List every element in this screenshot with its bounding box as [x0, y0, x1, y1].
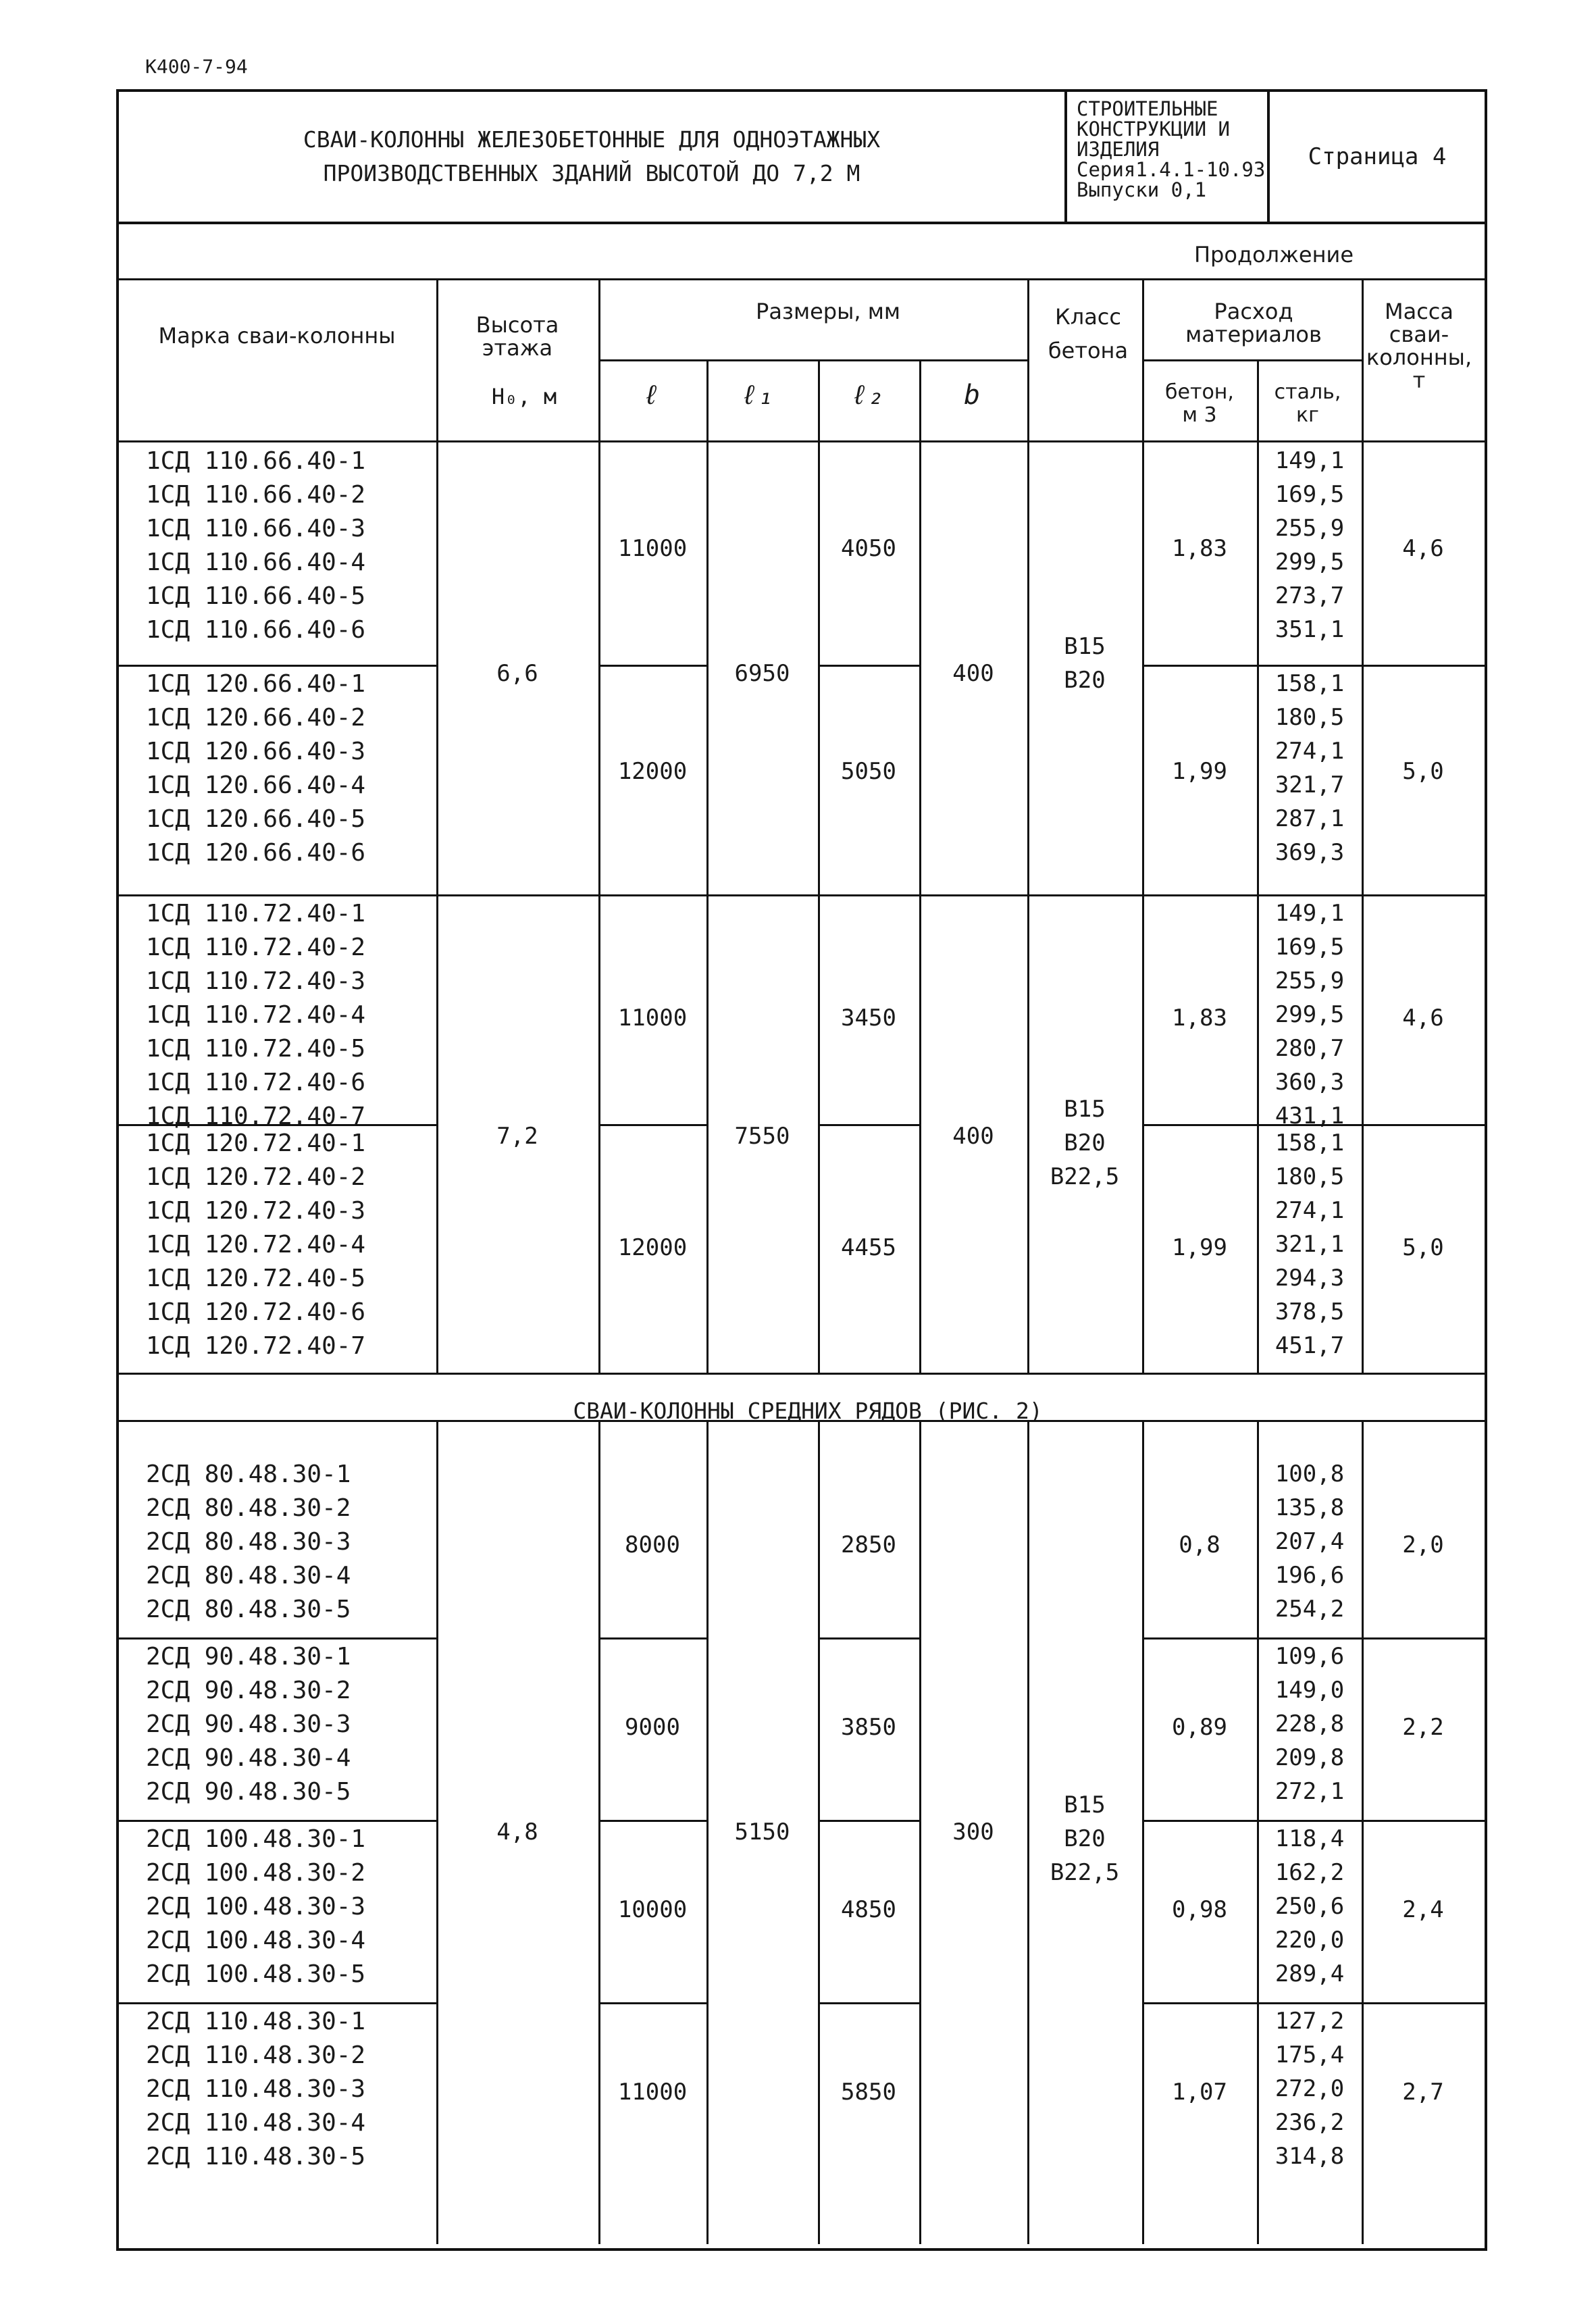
- l1-cell: 6950: [734, 660, 790, 687]
- l-cell: 12000: [617, 758, 688, 785]
- group-line: [598, 2002, 706, 2004]
- grid-line: [598, 1420, 600, 2244]
- group-line: [598, 665, 706, 667]
- steel-cell: 378,5: [1275, 1298, 1345, 1325]
- mark-cell: 1СД 120.66.40-5: [146, 805, 366, 833]
- concrete-cell: 1,99: [1172, 758, 1227, 785]
- section-2-top-line: [119, 1420, 1485, 1422]
- concrete-cell: 1,83: [1172, 535, 1227, 562]
- steel-cell: 289,4: [1275, 1960, 1345, 1987]
- l-cell: 9000: [625, 1714, 680, 1741]
- l-cell: 11000: [617, 2079, 688, 2106]
- document-title: [119, 92, 1064, 222]
- group-line: [119, 1124, 436, 1126]
- l2-cell: 5050: [841, 758, 896, 785]
- mark-cell: 2СД 110.48.30-1: [146, 2008, 366, 2035]
- grid-line: [706, 1420, 709, 2244]
- mark-cell: 1СД 120.72.40-4: [146, 1231, 366, 1259]
- header-l: ℓ: [642, 380, 660, 411]
- concrete-class-cell: В22,5: [1050, 1163, 1120, 1190]
- steel-cell: 287,1: [1275, 805, 1345, 832]
- floor-height-cell: 7,2: [496, 1123, 538, 1150]
- mark-cell: 1СД 110.72.40-2: [146, 934, 366, 961]
- document-id: К400-7-94: [145, 55, 248, 78]
- mark-cell: 2СД 90.48.30-3: [146, 1710, 351, 1738]
- concrete-cell: 0,8: [1179, 1531, 1220, 1558]
- mark-cell: 2СД 100.48.30-3: [146, 1893, 366, 1921]
- mark-cell: 1СД 110.72.40-5: [146, 1035, 366, 1063]
- group-line: [818, 665, 919, 667]
- mark-cell: 1СД 120.72.40-6: [146, 1298, 366, 1326]
- grid-line: [1257, 440, 1259, 1373]
- steel-cell: 294,3: [1275, 1265, 1345, 1292]
- steel-cell: 158,1: [1275, 1129, 1345, 1156]
- group-line: [119, 2002, 436, 2004]
- floor-height-cell: 4,8: [496, 1819, 538, 1846]
- steel-cell: 321,1: [1275, 1231, 1345, 1258]
- mark-cell: 2СД 90.48.30-1: [146, 1643, 351, 1671]
- steel-cell: 158,1: [1275, 670, 1345, 697]
- steel-cell: 272,0: [1275, 2075, 1345, 2102]
- l2-cell: 3450: [841, 1005, 896, 1032]
- series-line: КОНСТРУКЦИИ И: [1077, 118, 1230, 141]
- grid-line: [436, 1420, 438, 2244]
- steel-cell: 236,2: [1275, 2109, 1345, 2136]
- concrete-class-cell: В22,5: [1050, 1859, 1120, 1886]
- mark-cell: 1СД 120.72.40-5: [146, 1265, 366, 1292]
- header-top-line: [119, 278, 1485, 280]
- grid-line: [1257, 1420, 1259, 2244]
- steel-cell: 169,5: [1275, 934, 1345, 961]
- steel-cell: 127,2: [1275, 2008, 1345, 2035]
- group-line: [818, 1820, 919, 1822]
- header-floor-height-symbol: Н₀, м: [491, 384, 557, 409]
- mark-cell: 1СД 110.72.40-6: [146, 1069, 366, 1096]
- grid-line: [1027, 440, 1029, 1373]
- group-line: [1142, 1820, 1485, 1822]
- mark-cell: 1СД 110.66.40-4: [146, 549, 366, 576]
- mark-cell: 1СД 120.66.40-2: [146, 704, 366, 732]
- grid-line: [1027, 1420, 1029, 2244]
- concrete-cell: 1,99: [1172, 1234, 1227, 1261]
- b-cell: 300: [952, 1819, 994, 1846]
- data-table: [116, 224, 1487, 2251]
- mass-cell: 2,7: [1402, 2079, 1444, 2106]
- l-cell: 10000: [617, 1896, 688, 1923]
- steel-cell: 321,7: [1275, 771, 1345, 798]
- steel-cell: 135,8: [1275, 1494, 1345, 1521]
- steel-cell: 109,6: [1275, 1643, 1345, 1670]
- mass-cell: 2,2: [1402, 1714, 1444, 1741]
- steel-cell: 280,7: [1275, 1035, 1345, 1062]
- steel-cell: 169,5: [1275, 481, 1345, 508]
- mark-cell: 1СД 110.72.40-4: [146, 1001, 366, 1029]
- concrete-cell: 1,07: [1172, 2079, 1227, 2106]
- series-line: Выпуски 0,1: [1077, 178, 1207, 201]
- concrete-class-cell: В20: [1064, 667, 1106, 694]
- steel-cell: 149,0: [1275, 1677, 1345, 1704]
- mark-cell: 2СД 90.48.30-4: [146, 1744, 351, 1772]
- group-line: [1142, 2002, 1485, 2004]
- group-line: [818, 2002, 919, 2004]
- header-b: b: [963, 380, 981, 411]
- mark-cell: 1СД 110.66.40-1: [146, 447, 366, 475]
- mark-cell: 1СД 120.72.40-2: [146, 1163, 366, 1191]
- header-dimensions: Размеры, мм: [756, 299, 900, 324]
- series-line: ИЗДЕЛИЯ: [1077, 138, 1160, 161]
- l2-cell: 4050: [841, 535, 896, 562]
- grid-line: [1142, 440, 1144, 1373]
- mark-cell: 2СД 90.48.30-5: [146, 1778, 351, 1806]
- header-l2: ℓ₂: [850, 380, 884, 411]
- group-line: [119, 1820, 436, 1822]
- grid-line: [818, 440, 820, 1373]
- mark-cell: 1СД 120.72.40-7: [146, 1332, 366, 1360]
- continuation-label: Продолжение: [1193, 242, 1354, 268]
- steel-cell: 228,8: [1275, 1710, 1345, 1737]
- steel-cell: 254,2: [1275, 1596, 1345, 1623]
- group-line: [818, 1637, 919, 1640]
- steel-cell: 360,3: [1275, 1069, 1345, 1096]
- mass-cell: 4,6: [1402, 535, 1444, 562]
- header-concrete-class: Класс бетона: [1048, 304, 1129, 363]
- grid-line: [919, 1420, 921, 2244]
- b-cell: 400: [952, 1123, 994, 1150]
- header-mass: Масса сваи-колонны, т: [1366, 299, 1472, 393]
- group-line: [598, 1124, 706, 1126]
- series-line: Серия1.4.1-10.93: [1077, 158, 1266, 181]
- steel-cell: 175,4: [1275, 2041, 1345, 2068]
- steel-cell: 299,5: [1275, 1001, 1345, 1028]
- grid-line: [1142, 278, 1144, 440]
- mark-cell: 2СД 80.48.30-5: [146, 1596, 351, 1623]
- mass-cell: 4,6: [1402, 1005, 1444, 1032]
- header-materials: Расход материалов: [1185, 299, 1322, 347]
- concrete-class-cell: В15: [1064, 1791, 1106, 1819]
- header-bottom-line: [119, 440, 1485, 442]
- title-block: [116, 89, 1487, 224]
- concrete-class-cell: В15: [1064, 1096, 1106, 1123]
- grid-line: [598, 440, 600, 1373]
- mark-cell: 2СД 100.48.30-4: [146, 1927, 366, 1954]
- steel-cell: 118,4: [1275, 1825, 1345, 1852]
- floor-height-cell: 6,6: [496, 660, 538, 687]
- steel-cell: 100,8: [1275, 1460, 1345, 1488]
- mark-cell: 1СД 110.66.40-3: [146, 515, 366, 542]
- section-2-title: СВАИ-КОЛОННЫ СРЕДНИХ РЯДОВ (РИС. 2): [573, 1398, 1043, 1424]
- mark-cell: 2СД 100.48.30-5: [146, 1960, 366, 1988]
- l-cell: 8000: [625, 1531, 680, 1558]
- l1-cell: 7550: [734, 1123, 790, 1150]
- mark-cell: 1СД 110.66.40-2: [146, 481, 366, 509]
- steel-cell: 255,9: [1275, 515, 1345, 542]
- mark-cell: 2СД 80.48.30-4: [146, 1562, 351, 1590]
- grid-line: [1362, 440, 1364, 1373]
- mark-cell: 1СД 110.72.40-3: [146, 967, 366, 995]
- concrete-cell: 0,89: [1172, 1714, 1227, 1741]
- steel-cell: 274,1: [1275, 1197, 1345, 1224]
- group-line: [1142, 665, 1485, 667]
- grid-line: [818, 1420, 820, 2244]
- steel-cell: 250,6: [1275, 1893, 1345, 1920]
- grid-line: [436, 278, 438, 440]
- group-line: [818, 1124, 919, 1126]
- b-cell: 400: [952, 660, 994, 687]
- l2-cell: 4850: [841, 1896, 896, 1923]
- grid-line: [919, 359, 921, 440]
- steel-cell: 299,5: [1275, 549, 1345, 576]
- grid-line: [706, 440, 709, 1373]
- steel-cell: 274,1: [1275, 738, 1345, 765]
- mark-cell: 1СД 110.66.40-5: [146, 582, 366, 610]
- mark-cell: 1СД 110.66.40-6: [146, 616, 366, 644]
- l1-cell: 5150: [734, 1819, 790, 1846]
- steel-cell: 209,8: [1275, 1744, 1345, 1771]
- mark-cell: 1СД 110.72.40-1: [146, 900, 366, 927]
- steel-cell: 220,0: [1275, 1927, 1345, 1954]
- l-cell: 11000: [617, 535, 688, 562]
- mark-cell: 1СД 120.66.40-3: [146, 738, 366, 765]
- header-l1: ℓ₁: [740, 380, 774, 411]
- steel-cell: 255,9: [1275, 967, 1345, 994]
- group-line: [1142, 1124, 1485, 1126]
- steel-cell: 369,3: [1275, 839, 1345, 866]
- mass-cell: 2,4: [1402, 1896, 1444, 1923]
- steel-cell: 207,4: [1275, 1528, 1345, 1555]
- steel-cell: 196,6: [1275, 1562, 1345, 1589]
- mass-cell: 2,0: [1402, 1531, 1444, 1558]
- steel-cell: 272,1: [1275, 1778, 1345, 1805]
- mark-cell: 2СД 110.48.30-4: [146, 2109, 366, 2137]
- mark-cell: 2СД 110.48.30-5: [146, 2143, 366, 2170]
- steel-cell: 180,5: [1275, 704, 1345, 731]
- concrete-class-cell: В20: [1064, 1825, 1106, 1852]
- grid-line: [1142, 1420, 1144, 2244]
- header-materials-line: [1142, 359, 1362, 361]
- concrete-class-cell: В20: [1064, 1129, 1106, 1156]
- steel-cell: 351,1: [1275, 616, 1345, 643]
- mark-cell: 2СД 110.48.30-2: [146, 2041, 366, 2069]
- group-line: [598, 1820, 706, 1822]
- series-info: [1064, 92, 1267, 222]
- steel-cell: 451,7: [1275, 1332, 1345, 1359]
- page-number: Страница 4: [1267, 92, 1485, 222]
- mark-cell: 2СД 80.48.30-3: [146, 1528, 351, 1556]
- grid-line: [436, 440, 438, 1373]
- steel-cell: 162,2: [1275, 1859, 1345, 1886]
- grid-line: [1362, 278, 1364, 440]
- mark-cell: 2СД 80.48.30-1: [146, 1460, 351, 1488]
- grid-line: [598, 278, 600, 440]
- mark-cell: 2СД 80.48.30-2: [146, 1494, 351, 1522]
- grid-line: [1257, 359, 1259, 440]
- group-line: [598, 1637, 706, 1640]
- group-line: [119, 1637, 436, 1640]
- mark-cell: 1СД 120.66.40-4: [146, 771, 366, 799]
- block-line: [119, 894, 1485, 896]
- concrete-class-cell: В15: [1064, 633, 1106, 660]
- l2-cell: 3850: [841, 1714, 896, 1741]
- mark-cell: 1СД 120.72.40-3: [146, 1197, 366, 1225]
- l2-cell: 5850: [841, 2079, 896, 2106]
- header-floor-height: Высота этажа: [475, 312, 559, 361]
- section-1-bottom-line: [119, 1373, 1485, 1375]
- concrete-cell: 1,83: [1172, 1005, 1227, 1032]
- l2-cell: 2850: [841, 1531, 896, 1558]
- grid-line: [818, 359, 820, 440]
- mass-cell: 5,0: [1402, 1234, 1444, 1261]
- header-dims-line: [598, 359, 1027, 361]
- steel-cell: 149,1: [1275, 900, 1345, 927]
- grid-line: [919, 440, 921, 1373]
- grid-line: [706, 359, 709, 440]
- mark-cell: 1СД 110.72.40-7: [146, 1102, 366, 1130]
- mark-cell: 1СД 120.66.40-1: [146, 670, 366, 698]
- l-cell: 11000: [617, 1005, 688, 1032]
- l-cell: 12000: [617, 1234, 688, 1261]
- mark-cell: 1СД 120.66.40-6: [146, 839, 366, 867]
- header-mark: Марка сваи-колонны: [158, 323, 396, 349]
- series-line: СТРОИТЕЛЬНЫЕ: [1077, 97, 1218, 120]
- group-line: [1142, 1637, 1485, 1640]
- mass-cell: 5,0: [1402, 758, 1444, 785]
- mark-cell: 2СД 100.48.30-1: [146, 1825, 366, 1853]
- header-steel: сталь, кг: [1274, 380, 1341, 427]
- steel-cell: 180,5: [1275, 1163, 1345, 1190]
- title-line-2: ПРОИЗВОДСТВЕННЫХ ЗДАНИЙ ВЫСОТОЙ ДО 7,2 М: [323, 160, 860, 186]
- grid-line: [1362, 1420, 1364, 2244]
- mark-cell: 2СД 90.48.30-2: [146, 1677, 351, 1704]
- steel-cell: 431,1: [1275, 1102, 1345, 1129]
- title-line-1: СВАИ-КОЛОННЫ ЖЕЛЕЗОБЕТОННЫЕ ДЛЯ ОДНОЭТАЖНЫХ: [303, 126, 881, 153]
- l2-cell: 4455: [841, 1234, 896, 1261]
- mark-cell: 2СД 110.48.30-3: [146, 2075, 366, 2103]
- mark-cell: 2СД 100.48.30-2: [146, 1859, 366, 1887]
- steel-cell: 314,8: [1275, 2143, 1345, 2170]
- grid-line: [1027, 278, 1029, 440]
- mark-cell: 1СД 120.72.40-1: [146, 1129, 366, 1157]
- steel-cell: 273,7: [1275, 582, 1345, 609]
- header-concrete-volume: бетон, м 3: [1165, 380, 1234, 427]
- steel-cell: 149,1: [1275, 447, 1345, 474]
- group-line: [119, 665, 436, 667]
- concrete-cell: 0,98: [1172, 1896, 1227, 1923]
